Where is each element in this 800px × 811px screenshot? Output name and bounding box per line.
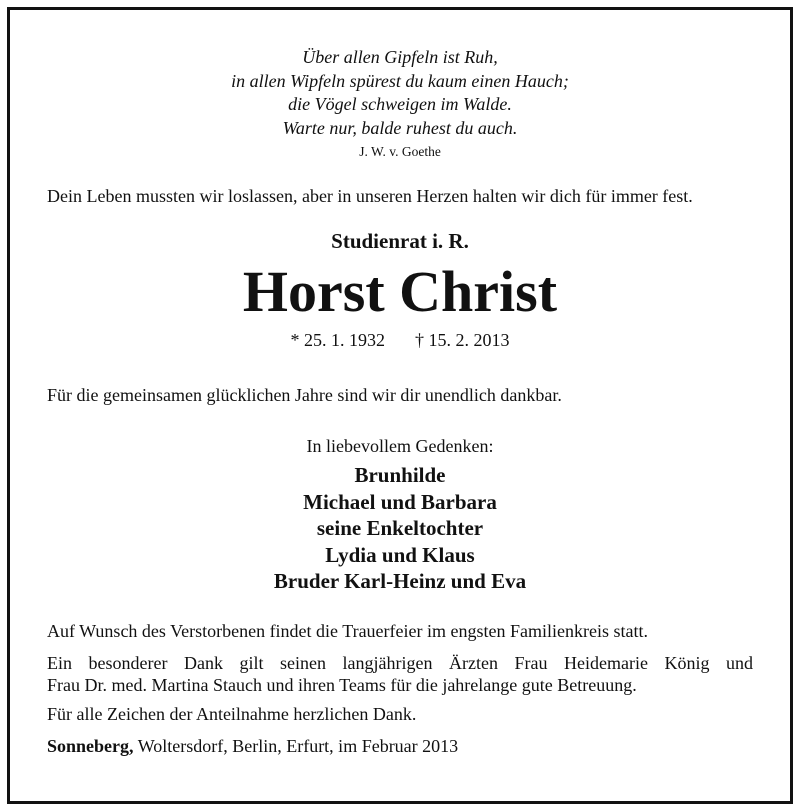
poem-line: Über allen Gipfeln ist Ruh,: [302, 47, 498, 67]
condolence-thanks: Für alle Zeichen der Anteilnahme herzlichen Dank.: [47, 704, 417, 724]
funeral-note: Auf Wunsch des Verstorbenen findet die Trauerfeier im engsten Familienkreis statt.: [47, 621, 648, 641]
family-member: Michael und Barbara: [303, 489, 497, 514]
gratitude-text: Für die gemeinsamen glücklichen Jahre sind wir dir unendlich dankbar.: [47, 385, 562, 405]
closing-line: [47, 735, 753, 757]
closing-places-date: Woltersdorf, Berlin, Erfurt, im Februar 2013: [133, 736, 459, 756]
birth-date: * 25. 1. 1932: [290, 330, 385, 350]
family-member: Lydia und Klaus: [325, 542, 475, 567]
deceased-title: Studienrat i. R.: [331, 229, 469, 253]
life-dates: [0, 330, 800, 351]
family-list: [0, 462, 800, 595]
poem-line: in allen Wipfeln spürest du kaum einen Hauch;: [231, 70, 569, 91]
family-member: seine Enkeltochter: [316, 516, 484, 540]
poem-line: die Vögel schweigen im Walde.: [288, 94, 512, 114]
special-thanks-line: Ein besonderer Dank gilt seinen langjährigen Ärzten Frau Heidemarie König und: [47, 653, 753, 673]
family-member: Brunhilde: [354, 463, 446, 487]
goethe-poem: [0, 46, 800, 140]
family-member: Bruder Karl-Heinz und Eva: [273, 569, 527, 593]
poem-author: J. W. v. Goethe: [359, 144, 441, 159]
special-thanks-line: Frau Dr. med. Martina Stauch und ihren Teams für die jahrelange gute Betreuung.: [47, 675, 637, 695]
special-thanks: [47, 652, 753, 696]
memory-heading: In liebevollem Gedenken:: [306, 436, 494, 456]
intro-text: Dein Leben mussten wir loslassen, aber in unseren Herzen halten wir dich für immer fest.: [47, 186, 693, 206]
deceased-name: Horst Christ: [242, 259, 558, 324]
closing-place: Sonneberg,: [47, 736, 134, 756]
poem-line: Warte nur, balde ruhest du auch.: [282, 117, 518, 138]
death-date: † 15. 2. 2013: [415, 330, 510, 350]
